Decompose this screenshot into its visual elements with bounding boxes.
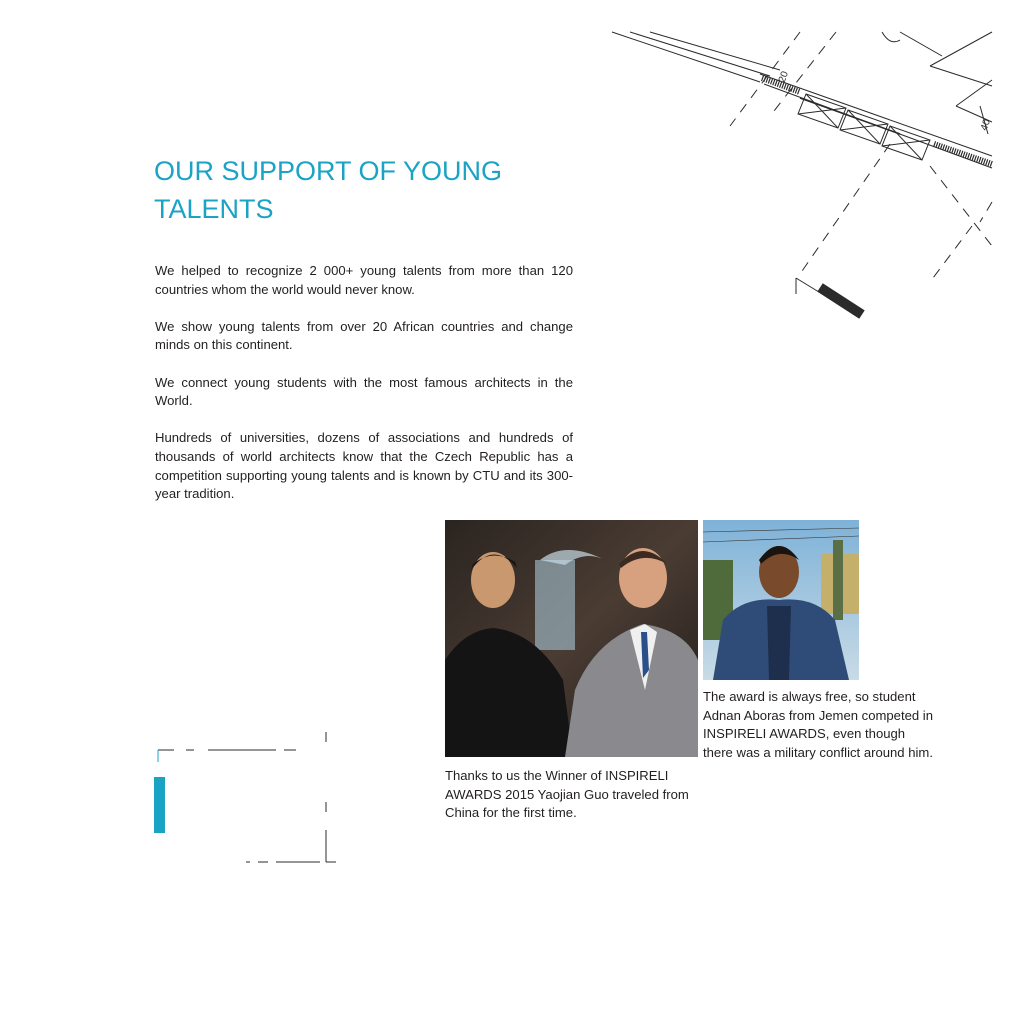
page-title: OUR SUPPORT OF YOUNG TALENTS: [154, 156, 503, 224]
paragraph-universities: Hundreds of universities, dozens of associations and hundreds of thousands of world architects know that the Czech Republic has a competition supporting young talents and is known by CTU and its 300-year tradition.: [155, 430, 573, 502]
student-photo: [703, 520, 859, 680]
decorative-frame: [150, 728, 340, 868]
blueprint-drawing: [600, 26, 1024, 346]
paragraph-architects: We connect young students with the most famous architects in the World.: [155, 374, 573, 409]
blueprint-label-20: 20: [776, 69, 792, 85]
paragraph-talents: We helped to recognize 2 000+ young talents from more than 120 countries whom the world would never know.: [155, 263, 573, 297]
paragraph-africa: We show young talents from over 20 African countries and change minds on this continent.: [155, 318, 573, 353]
student-caption: The award is always free, so student Adnan Aboras from Jemen competed in INSPIRELI AWARDS, even though there was a military conflict around him.: [703, 689, 933, 760]
winner-photo: [445, 520, 698, 757]
blueprint-label-40: 40: [978, 117, 994, 133]
winner-caption: Thanks to us the Winner of INSPIRELI AWARDS 2015 Yaojian Guo traveled from China for the first time.: [445, 768, 689, 821]
body-text: [155, 262, 573, 522]
